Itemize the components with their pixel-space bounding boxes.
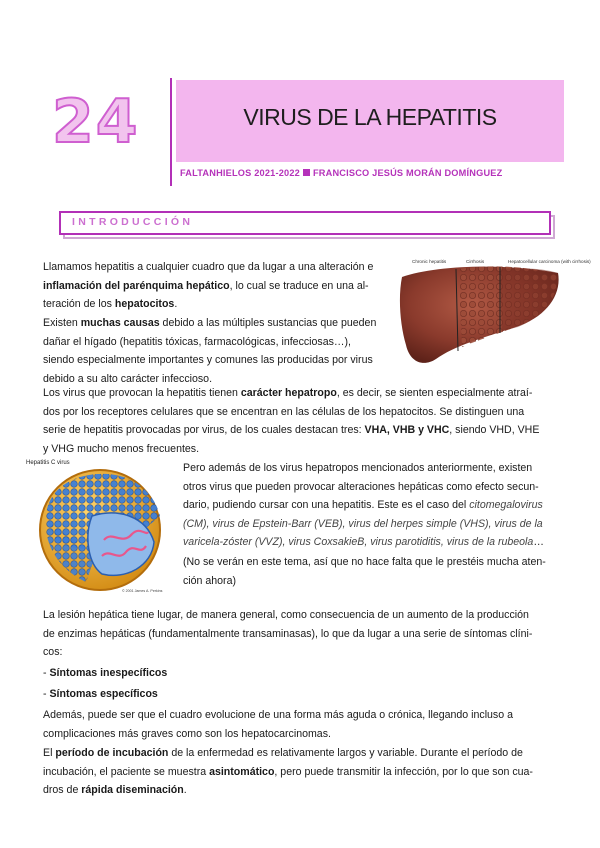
figure-label: Hepatocellular carcinoma (with cirrhosis) bbox=[508, 259, 591, 264]
paragraph-hepatropic bbox=[43, 384, 550, 458]
bold-term: rápida diseminación bbox=[81, 784, 184, 797]
text-span: Los virus que provocan la hepatitis tienen bbox=[43, 387, 241, 399]
bold-term: asintomático bbox=[209, 765, 275, 778]
text-line: Pero además de los virus hepatropos mencionados anteriormente, existen bbox=[183, 462, 533, 474]
text-span: , siendo VHD, VHE bbox=[449, 424, 540, 437]
course-label: FALTANHIELOS 2021-2022 bbox=[180, 168, 300, 178]
text-line: Además, puede ser que el cuadro evolucione de una forma más aguda o crónica, llegando incluso a bbox=[43, 709, 513, 721]
text-span: incubación, el paciente se muestra bbox=[43, 765, 210, 778]
chapter-number: 24 bbox=[52, 87, 140, 157]
text-span: . bbox=[183, 784, 187, 797]
text-line: cos: bbox=[43, 646, 63, 659]
text-line: debido a su alto carácter infeccioso. bbox=[43, 372, 213, 385]
text-line bbox=[183, 496, 550, 515]
header-divider bbox=[170, 78, 172, 186]
figure-credit: © 2001 James A. Perkins bbox=[122, 589, 163, 593]
paragraph-note bbox=[183, 553, 550, 590]
italic-term: varicela-zóster (VVZ), virus CoxsakieB, virus parotiditis, virus de la rubeola bbox=[183, 536, 534, 549]
text-line bbox=[43, 277, 383, 296]
text-line bbox=[43, 763, 550, 782]
text-line: complicaciones más graves como son los hepatocarcinomas. bbox=[43, 727, 331, 740]
text-line: otros virus que pueden provocar alteraciones hepáticas como efecto secun- bbox=[183, 480, 539, 493]
text-span: … bbox=[533, 536, 544, 549]
figure-label: Cirrhosis bbox=[466, 259, 485, 264]
text-line: Llamamos hepatitis a cualquier cuadro que da lugar a una alteración e bbox=[43, 261, 374, 273]
text-span: debido a las múltiples sustancias que pueden bbox=[159, 317, 377, 329]
bold-term: período de incubación bbox=[55, 747, 169, 759]
text-line bbox=[43, 314, 383, 333]
text-span: dario, pudiendo cursar con una hepatitis. Este es el caso del bbox=[183, 499, 470, 512]
bold-term: Síntomas inespecíficos bbox=[49, 667, 168, 679]
paragraph-other-viruses bbox=[183, 459, 550, 552]
liver-comparison-image bbox=[396, 255, 591, 373]
italic-term: (CM), virus de Epstein-Barr (VEB), virus del herpes simple (VHS), virus de la bbox=[183, 517, 543, 530]
figure-label: Hepatitis C virus bbox=[26, 460, 70, 466]
bold-term: hepatocitos bbox=[114, 298, 175, 311]
text-line: ción ahora) bbox=[183, 574, 236, 587]
text-line: siendo especialmente importantes y comunes las producidas por virus bbox=[43, 354, 373, 367]
text-line: de enzimas hepáticas (fundamentalmente transaminasas), lo que da lugar a una serie de síntomas clíni- bbox=[43, 627, 533, 640]
text-line: dañar el hígado (hepatitis tóxicas, farmacológicas, infecciosas…), bbox=[43, 335, 351, 348]
page-title: VIRUS DE LA HEPATITIS bbox=[243, 104, 497, 130]
bold-term: Síntomas específicos bbox=[49, 688, 158, 700]
text-line bbox=[43, 384, 550, 403]
header-meta bbox=[180, 168, 502, 178]
paragraph-causes bbox=[43, 314, 383, 388]
text-span: teración de los bbox=[43, 298, 115, 311]
figure-label: Chronic hepatitis bbox=[412, 259, 447, 264]
text-span: , pero puede transmitir la infección, por lo que son cua- bbox=[274, 765, 533, 778]
text-span: El bbox=[43, 747, 56, 759]
text-span: . bbox=[174, 298, 178, 311]
author-label: FRANCISCO JESÚS MORÁN DOMÍNGUEZ bbox=[312, 168, 503, 178]
text-line bbox=[43, 421, 550, 440]
paragraph-lesion bbox=[43, 606, 550, 662]
text-span: , es decir, se sienten especialmente atraí- bbox=[336, 387, 533, 399]
hepatitis-c-virus-image bbox=[22, 456, 176, 596]
text-line: (No se verán en este tema, así que no hace falta que le prestéis mucha aten- bbox=[183, 556, 546, 568]
square-bullet-icon bbox=[303, 169, 310, 176]
bold-term: VHA, VHB y VHC bbox=[364, 424, 450, 437]
text-span: Existen bbox=[43, 317, 81, 329]
text-line: dos por los receptores celulares que se encentran en las células de los hepatocitos. Se distinguen una bbox=[43, 405, 525, 418]
text-line bbox=[43, 295, 383, 314]
text-line bbox=[43, 781, 550, 800]
bold-term: carácter hepatropo bbox=[240, 387, 337, 399]
text-span: de la enfermedad es relativamente largos y variable. Durante el período de bbox=[168, 747, 523, 759]
paragraph-incubation bbox=[43, 744, 550, 800]
list-item bbox=[43, 663, 550, 684]
text-span: serie de hepatitis provocadas por virus, de los cuales destacan tres: bbox=[43, 424, 365, 437]
list-item bbox=[43, 684, 550, 705]
text-line: y VHG mucho menos frecuentes. bbox=[43, 442, 200, 455]
list-dash: - bbox=[43, 688, 50, 700]
text-line bbox=[43, 744, 550, 763]
paragraph-evolution bbox=[43, 706, 550, 743]
text-span: , lo cual se traduce en una al- bbox=[229, 279, 369, 292]
text-span: dros de bbox=[43, 784, 82, 797]
section-heading: INTRODUCCIÓN bbox=[72, 216, 194, 228]
text-line: La lesión hepática tiene lugar, de manera general, como consecuencia de un aumento de la producción bbox=[43, 609, 529, 621]
bold-term: inflamación del parénquima hepático bbox=[43, 279, 230, 292]
text-line bbox=[183, 515, 550, 534]
text-line bbox=[183, 533, 550, 552]
symptom-list bbox=[43, 663, 550, 705]
list-dash: - bbox=[43, 667, 50, 679]
bold-term: muchas causas bbox=[80, 317, 160, 329]
italic-term: citomegalovirus bbox=[469, 499, 543, 512]
paragraph-intro bbox=[43, 258, 383, 314]
